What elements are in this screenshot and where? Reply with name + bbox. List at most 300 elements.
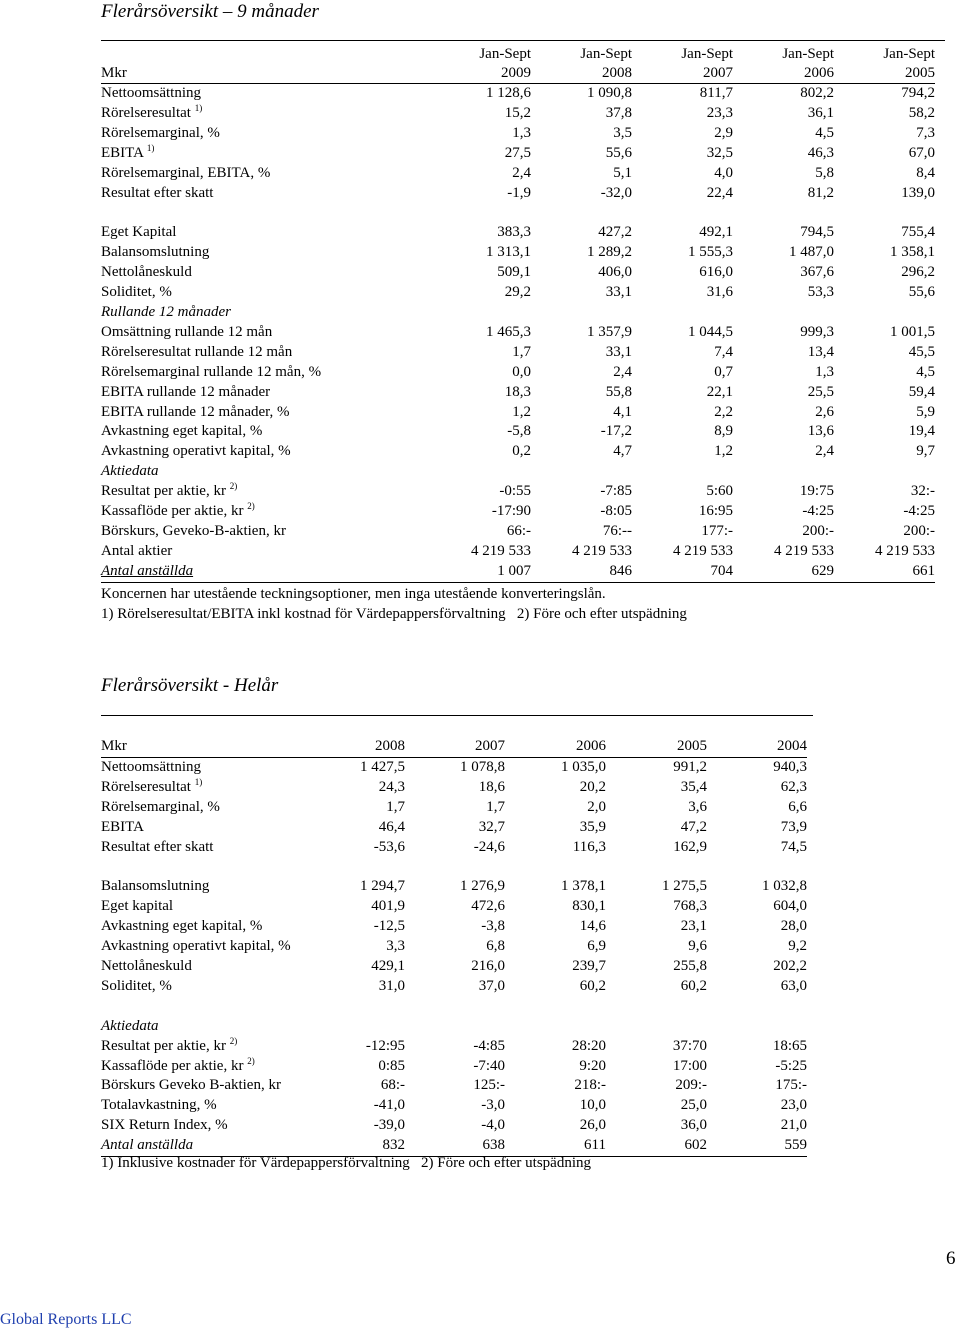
value-cell: 1 357,9 — [587, 323, 632, 340]
row-label-text: EBITA rullande 12 månader, % — [101, 403, 290, 420]
table-row — [101, 283, 935, 303]
value-cell: 218:- — [574, 1077, 606, 1094]
value-cell: 1 044,5 — [688, 323, 733, 340]
value-cell: 4 219 533 — [774, 542, 834, 559]
value-cell: 999,3 — [800, 323, 834, 340]
row-label — [101, 403, 431, 423]
value-cell: 559 — [707, 1136, 807, 1156]
row-label — [101, 1096, 325, 1116]
value-cell: -1,9 — [507, 184, 531, 201]
value-cell: 19,4 — [908, 423, 935, 440]
row-label — [101, 522, 431, 542]
row-label-text: Rörelseresultat rullande 12 mån — [101, 343, 293, 360]
value-cell: 1 001,5 — [890, 323, 935, 340]
value-cell: 2,4 — [815, 443, 834, 460]
row-label — [101, 778, 325, 798]
value-cell: 62,3 — [780, 778, 807, 795]
value-cell: 1 465,3 — [486, 323, 531, 340]
section2-top-rule — [101, 715, 813, 716]
value-cell: 0,0 — [512, 363, 531, 380]
row-label — [101, 482, 431, 502]
value-cell: 31,0 — [378, 977, 405, 994]
column-header: 2005 — [834, 64, 935, 84]
table-row — [101, 542, 935, 562]
value-cell: 2,4 — [613, 363, 632, 380]
value-cell: -3,8 — [481, 918, 505, 935]
value-cell: 1 555,3 — [688, 244, 733, 261]
value-cell: 46,3 — [807, 144, 834, 161]
row-label — [101, 422, 431, 442]
row-label — [101, 1057, 325, 1077]
row-label-text: EBITA — [101, 818, 144, 835]
row-label — [101, 363, 431, 383]
table-row — [101, 243, 935, 263]
footnote-marker: 2) — [247, 501, 255, 512]
table-row — [101, 323, 935, 343]
row-label-text: Rörelsemarginal rullande 12 mån, % — [101, 363, 322, 380]
value-cell: 18,3 — [504, 383, 531, 400]
value-cell: 1 078,8 — [460, 758, 505, 775]
value-cell: 9:20 — [579, 1057, 606, 1074]
row-label-text: Nettoomsättning — [101, 758, 201, 775]
row-label-text: Eget Kapital — [101, 224, 177, 241]
value-cell: 15,2 — [504, 104, 531, 121]
value-cell: 32,7 — [478, 818, 505, 835]
value-cell: 76:-- — [602, 522, 632, 539]
value-cell: 1 090,8 — [587, 85, 632, 101]
row-label — [101, 957, 325, 977]
table-row — [101, 1076, 807, 1096]
value-cell: 604,0 — [773, 898, 807, 915]
value-cell: 25,0 — [680, 1097, 707, 1114]
value-cell: 768,3 — [673, 898, 707, 915]
value-cell: 846 — [531, 562, 632, 582]
value-cell: 68:- — [380, 1077, 405, 1094]
value-cell: 4 219 533 — [875, 542, 935, 559]
row-label-text: Avkastning eget kapital, % — [101, 423, 263, 440]
row-label-text: Börskurs Geveko B-aktien, kr — [101, 1077, 281, 1094]
row-label — [101, 1037, 325, 1057]
value-cell: 3,6 — [688, 798, 707, 815]
value-cell: -53,6 — [373, 838, 405, 855]
value-cell: 4,0 — [714, 164, 733, 181]
value-cell: 28:20 — [571, 1037, 606, 1054]
table-row — [101, 263, 935, 283]
footer-brand: Global Reports LLC — [0, 1311, 132, 1328]
value-cell: 60,2 — [579, 977, 606, 994]
value-cell: 9,7 — [916, 443, 935, 460]
table-row — [101, 838, 807, 858]
table-row — [101, 223, 935, 243]
row-label-text: EBITA rullande 12 månader — [101, 383, 271, 400]
value-cell: 296,2 — [901, 264, 935, 281]
value-cell: -7:40 — [473, 1057, 505, 1074]
value-cell: 55,6 — [605, 144, 632, 161]
row-label-text: Resultat per aktie, kr — [101, 1037, 226, 1054]
value-cell: 177:- — [701, 522, 733, 539]
column-header: 2009 — [431, 64, 531, 84]
value-cell: -4:85 — [473, 1037, 505, 1054]
value-cell: 46,4 — [378, 818, 405, 835]
row-label-text: Omsättning rullande 12 mån — [101, 323, 273, 340]
value-cell: 81,2 — [807, 184, 834, 201]
value-cell: 406,0 — [598, 264, 632, 281]
value-cell: 37,0 — [478, 977, 505, 994]
value-cell: 4,1 — [613, 403, 632, 420]
value-cell: 22,1 — [706, 383, 733, 400]
row-label-text: SIX Return Index, % — [101, 1117, 228, 1134]
value-cell: 1 032,8 — [762, 878, 807, 895]
value-cell: 940,3 — [773, 758, 807, 775]
value-cell: 811,7 — [699, 85, 733, 101]
table-row — [101, 917, 807, 937]
column-header: Mkr — [101, 737, 325, 757]
footnote-marker: 2) — [247, 1055, 255, 1066]
spacer-cell — [101, 997, 807, 1017]
value-cell: 24,3 — [378, 778, 405, 795]
row-label-text: Antal anställda — [101, 1137, 194, 1154]
value-cell: 1,3 — [815, 363, 834, 380]
value-cell: -4:25 — [903, 503, 935, 520]
column-header: Jan-Sept — [681, 46, 733, 62]
full-year-table — [101, 737, 807, 1157]
spacer-cell — [101, 203, 935, 223]
row-label-text: Börskurs, Geveko-B-aktien, kr — [101, 522, 286, 539]
value-cell: 8,4 — [916, 164, 935, 181]
value-cell: 4,5 — [916, 363, 935, 380]
value-cell: 13,6 — [807, 423, 834, 440]
row-label-text: EBITA — [101, 144, 144, 161]
value-cell: 8,9 — [714, 423, 733, 440]
value-cell: 492,1 — [699, 224, 733, 241]
value-cell: 611 — [505, 1136, 606, 1156]
section-row — [101, 462, 935, 482]
value-cell: 616,0 — [699, 264, 733, 281]
row-label-text: Rörelsemarginal, % — [101, 124, 220, 141]
row-label-text: Soliditet, % — [101, 977, 172, 994]
value-cell: 14,6 — [579, 918, 606, 935]
table-row — [101, 522, 935, 542]
value-cell: 3,3 — [386, 938, 405, 955]
table-row — [101, 104, 935, 124]
table-row — [101, 778, 807, 798]
table-row — [101, 124, 935, 144]
spacer-row — [101, 203, 935, 223]
section-label: Aktiedata — [101, 1017, 159, 1034]
value-cell: 830,1 — [572, 898, 606, 915]
footnote: 1) Rörelseresultat/EBITA inkl kostnad för Värdepappersförvaltning 2) Före och efter utspädning — [101, 606, 687, 622]
table-row — [101, 1037, 807, 1057]
table-row — [101, 977, 807, 997]
value-cell: 10,0 — [579, 1097, 606, 1114]
value-cell: 4 219 533 — [673, 542, 733, 559]
value-cell: 6,8 — [486, 938, 505, 955]
value-cell: 5,1 — [613, 164, 632, 181]
value-cell: 23,1 — [680, 918, 707, 935]
value-cell: 794,2 — [901, 85, 935, 101]
table-row — [101, 757, 807, 777]
value-cell: 9,6 — [688, 938, 707, 955]
table-row — [101, 403, 935, 423]
row-label — [101, 283, 431, 303]
value-cell: 55,6 — [908, 284, 935, 301]
value-cell: 139,0 — [901, 184, 935, 201]
value-cell: 26,0 — [579, 1117, 606, 1134]
value-cell: 28,0 — [780, 918, 807, 935]
value-cell: -8:05 — [600, 503, 632, 520]
footnote-marker: 1) — [146, 142, 155, 153]
table-row — [101, 957, 807, 977]
row-label — [101, 757, 325, 777]
value-cell: 125:- — [473, 1077, 505, 1094]
value-cell: 31,6 — [706, 284, 733, 301]
table-row — [101, 798, 807, 818]
table-row — [101, 422, 935, 442]
value-cell: -39,0 — [373, 1117, 405, 1134]
value-cell: 19:75 — [799, 483, 834, 500]
value-cell: 35,9 — [579, 818, 606, 835]
section-row — [101, 303, 935, 323]
value-cell: 36,1 — [807, 104, 834, 121]
value-cell: 21,0 — [780, 1117, 807, 1134]
value-cell: -41,0 — [373, 1097, 405, 1114]
value-cell: 383,3 — [497, 224, 531, 241]
column-header: 2006 — [733, 64, 834, 84]
row-label — [101, 383, 431, 403]
footnote-marker: 1) — [194, 776, 203, 787]
value-cell: 1,7 — [486, 798, 505, 815]
column-header: 2008 — [325, 737, 405, 757]
value-cell: -17,2 — [600, 423, 632, 440]
table-row — [101, 937, 807, 957]
value-cell: 5:60 — [706, 483, 733, 500]
column-header: 2007 — [632, 64, 733, 84]
value-cell: 661 — [834, 562, 935, 582]
row-label — [101, 323, 431, 343]
table-row — [101, 1057, 807, 1077]
value-cell: 29,2 — [504, 284, 531, 301]
value-cell: 1 007 — [431, 562, 531, 582]
table-row — [101, 1096, 807, 1116]
spacer-row — [101, 997, 807, 1017]
value-cell: 2,9 — [714, 124, 733, 141]
table-row — [101, 897, 807, 917]
column-header: Jan-Sept — [580, 46, 632, 62]
value-cell: 367,6 — [800, 264, 834, 281]
value-cell: 6,9 — [587, 938, 606, 955]
column-header: Mkr — [101, 64, 431, 84]
column-header: 2005 — [606, 737, 707, 757]
value-cell: 45,5 — [908, 343, 935, 360]
value-cell: 1 275,5 — [662, 878, 707, 895]
value-cell: 1,7 — [512, 343, 531, 360]
table-row — [101, 562, 935, 582]
table-row — [101, 164, 935, 184]
value-cell: 401,9 — [371, 898, 405, 915]
value-cell: 1 427,5 — [360, 758, 405, 775]
value-cell: -5,8 — [507, 423, 531, 440]
row-label — [101, 542, 431, 562]
value-cell: 255,8 — [673, 957, 707, 974]
value-cell: 53,3 — [807, 284, 834, 301]
value-cell: 200:- — [802, 522, 834, 539]
row-label — [101, 897, 325, 917]
row-label-text: Resultat efter skatt — [101, 838, 214, 855]
row-label-text: Kassaflöde per aktie, kr — [101, 1057, 244, 1074]
value-cell: 0,7 — [714, 363, 733, 380]
value-cell: 20,2 — [579, 778, 606, 795]
value-cell: 239,7 — [572, 957, 606, 974]
value-cell: 18,6 — [478, 778, 505, 795]
value-cell: 7,3 — [916, 124, 935, 141]
value-cell: 7,4 — [714, 343, 733, 360]
row-label-text: Antal anställda — [101, 562, 194, 579]
value-cell: 6,6 — [788, 798, 807, 815]
row-label — [101, 798, 325, 818]
value-cell: 67,0 — [908, 144, 935, 161]
row-label — [101, 917, 325, 937]
value-cell: 704 — [632, 562, 733, 582]
value-cell: 1,3 — [512, 124, 531, 141]
column-header: Jan-Sept — [479, 46, 531, 62]
value-cell: 4 219 533 — [471, 542, 531, 559]
value-cell: 16:95 — [698, 503, 733, 520]
table-row — [101, 343, 935, 363]
value-cell: 47,2 — [680, 818, 707, 835]
value-cell: 427,2 — [598, 224, 632, 241]
value-cell: 74,5 — [780, 838, 807, 855]
row-label-text: Nettolåneskuld — [101, 957, 192, 974]
header-row — [101, 45, 935, 64]
value-cell: 35,4 — [680, 778, 707, 795]
value-cell: 73,9 — [780, 818, 807, 835]
row-label-text: Nettolåneskuld — [101, 264, 192, 281]
header-row — [101, 64, 935, 84]
section2-title: Flerårsöversikt - Helår — [101, 675, 279, 696]
value-cell: 66:- — [506, 522, 531, 539]
value-cell: -7:85 — [600, 483, 632, 500]
value-cell: 32:- — [910, 483, 935, 500]
value-cell: -12:95 — [365, 1037, 405, 1054]
value-cell: 60,2 — [680, 977, 707, 994]
value-cell: 9,2 — [788, 938, 807, 955]
table-row — [101, 184, 935, 204]
section1-notes — [101, 584, 941, 624]
value-cell: 18:65 — [772, 1037, 807, 1054]
row-label — [101, 977, 325, 997]
section-label: Aktiedata — [101, 463, 159, 480]
value-cell: 602 — [606, 1136, 707, 1156]
row-label-text: Kassaflöde per aktie, kr — [101, 503, 244, 520]
row-label-text: Rörelseresultat — [101, 778, 191, 795]
row-label-text: Antal aktier — [101, 542, 173, 559]
table-row — [101, 84, 935, 104]
table-row — [101, 363, 935, 383]
value-cell: 1,7 — [386, 798, 405, 815]
value-cell: 36,0 — [680, 1117, 707, 1134]
value-cell: 802,2 — [800, 85, 834, 101]
value-cell: 2,2 — [714, 403, 733, 420]
value-cell: 1,2 — [512, 403, 531, 420]
value-cell: 55,8 — [605, 383, 632, 400]
row-label-text: Nettoomsättning — [101, 85, 201, 101]
section-label: Rullande 12 månader — [101, 303, 231, 320]
value-cell: 22,4 — [706, 184, 733, 201]
value-cell: 37,8 — [605, 104, 632, 121]
row-label-text: Balansomslutning — [101, 244, 210, 261]
footnote-marker: 2) — [229, 481, 238, 492]
value-cell: 63,0 — [780, 977, 807, 994]
value-cell: 755,4 — [901, 224, 935, 241]
value-cell: 1 313,1 — [486, 244, 531, 261]
value-cell: 200:- — [903, 522, 935, 539]
value-cell: 794,5 — [800, 224, 834, 241]
value-cell: 638 — [405, 1136, 505, 1156]
table-row — [101, 144, 935, 164]
value-cell: 1 294,7 — [360, 878, 405, 895]
value-cell: 629 — [733, 562, 834, 582]
column-header: 2006 — [505, 737, 606, 757]
nine-month-table — [101, 45, 935, 583]
value-cell: 37:70 — [672, 1037, 707, 1054]
row-label-text: Rörelsemarginal, % — [101, 798, 220, 815]
row-label — [101, 184, 431, 204]
row-label — [101, 502, 431, 522]
row-label — [101, 838, 325, 858]
table-row — [101, 383, 935, 403]
value-cell: 0:85 — [378, 1057, 405, 1074]
value-cell: 116,3 — [572, 838, 606, 855]
row-label-text: Avkastning eget kapital, % — [101, 918, 263, 935]
value-cell: 5,9 — [916, 403, 935, 420]
value-cell: 5,8 — [815, 164, 834, 181]
value-cell: 0,2 — [512, 443, 531, 460]
section-row — [101, 1017, 807, 1037]
row-label-text: Balansomslutning — [101, 878, 210, 895]
column-header: 2008 — [531, 64, 632, 84]
table-row — [101, 502, 935, 522]
row-label-text: Rörelsemarginal, EBITA, % — [101, 164, 271, 181]
row-label-text: Resultat efter skatt — [101, 184, 214, 201]
row-label-text: Avkastning operativt kapital, % — [101, 443, 291, 460]
value-cell: 1,2 — [714, 443, 733, 460]
value-cell: 216,0 — [471, 957, 505, 974]
footnote-marker: 2) — [229, 1035, 238, 1046]
value-cell: 33,1 — [605, 343, 632, 360]
row-label-text: Totalavkastning, % — [101, 1097, 217, 1114]
value-cell: 2,6 — [815, 403, 834, 420]
column-header: Jan-Sept — [883, 46, 935, 62]
value-cell: 4,7 — [613, 443, 632, 460]
value-cell: -32,0 — [600, 184, 632, 201]
value-cell: 25,5 — [807, 383, 834, 400]
row-label-text: Resultat per aktie, kr — [101, 483, 226, 500]
value-cell: 2,0 — [587, 798, 606, 815]
row-label — [101, 442, 431, 462]
row-label-text: Rörelseresultat — [101, 104, 191, 121]
value-cell: 3,5 — [613, 124, 632, 141]
value-cell: 1 358,1 — [890, 244, 935, 261]
column-header: 2007 — [405, 737, 505, 757]
spacer-row — [101, 857, 807, 877]
value-cell: 1 289,2 — [587, 244, 632, 261]
value-cell: 4,5 — [815, 124, 834, 141]
spacer-cell — [101, 857, 807, 877]
row-label — [101, 263, 431, 283]
table-row — [101, 442, 935, 462]
value-cell: -5:25 — [775, 1057, 807, 1074]
row-label — [101, 144, 431, 164]
